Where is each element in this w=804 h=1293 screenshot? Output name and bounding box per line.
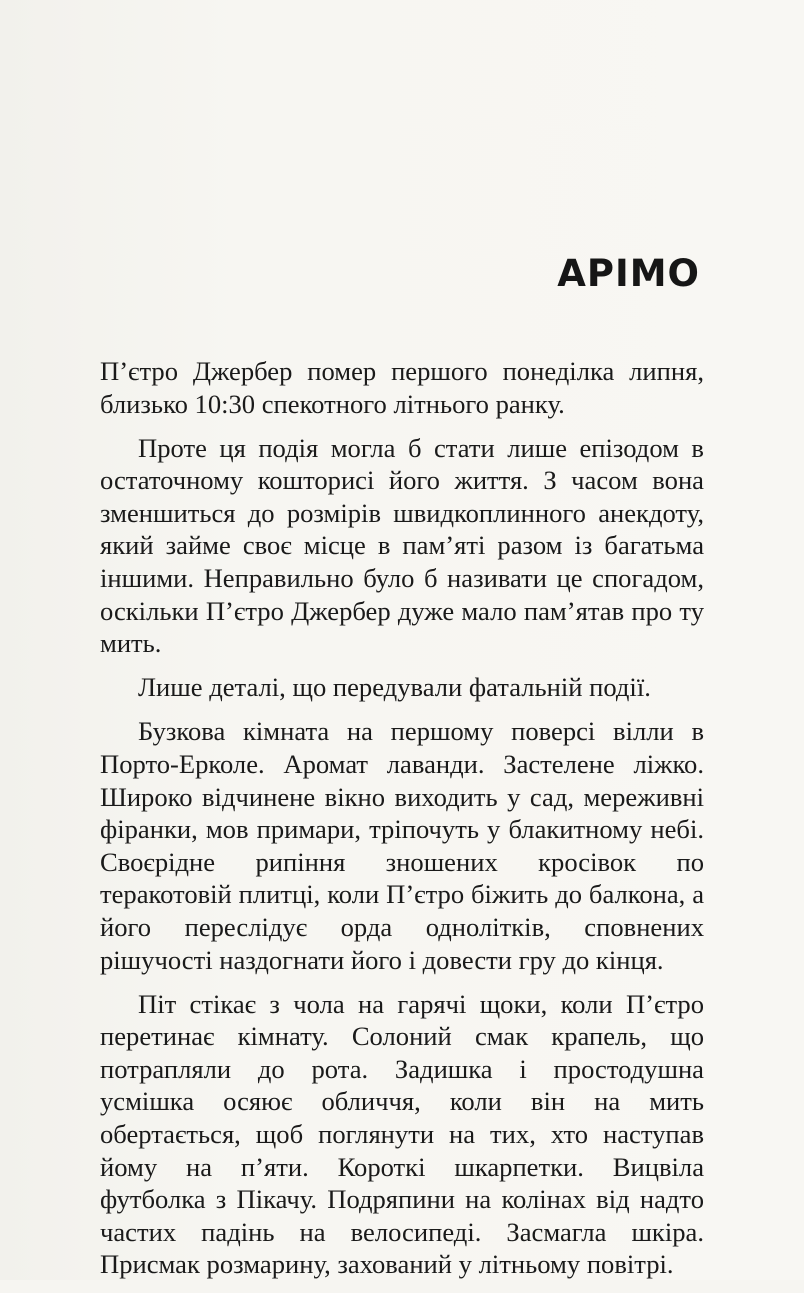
chapter-title: АРІМО	[557, 252, 700, 295]
paragraph-1: П’єтро Джербер помер першого понеділка липня, близько 10:30 спекотного літнього ранку.	[100, 356, 704, 419]
paragraph-3: Лише деталі, що передували фатальній події.	[138, 672, 651, 703]
paragraph-2: Проте ця подія могла б стати лише епізодом в остаточному кошторисі його життя. З часом вона зменшиться до розмірів швидкоплинного анекдоту, який займе своє місце в пам’яті разом із багатьма іншими. Неправильно було б називати це спогадом, оскільки П’єтро Джербер дуже мало пам’ятав про ту мить.	[100, 432, 704, 659]
paragraph-5: Піт стікає з чола на гарячі щоки, коли П’єтро перетинає кімнату. Солоний смак крапель, що потрапляли до рота. Задишка і простодушна усмішка осяює обличчя, коли він на мить обертається, щоб поглянути на тих, хто наступав йому на п’яти. Короткі шкарпетки. Вицвіла футболка з Пікачу. Подряпини на колінах від надто частих падінь на велосипеді. Засмагла шкіра. Присмак розмарину, захований у літньому повітрі.	[100, 988, 704, 1280]
chapter-body	[100, 355, 704, 1293]
paragraph-4: Бузкова кімната на першому поверсі вілли в Порто-Ерколе. Аромат лаванди. Застелене ліжко. Широко відчинене вікно виходить у сад, мереживні фіранки, мов примари, тріпочуть у блакитному небі. Своєрідне рипіння зношених кросівок по теракотовій плитці, коли П’єтро біжить до балкона, а його переслідує орда однолітків, сповнених рішучості наздогнати його і довести гру до кінця.	[100, 716, 704, 975]
